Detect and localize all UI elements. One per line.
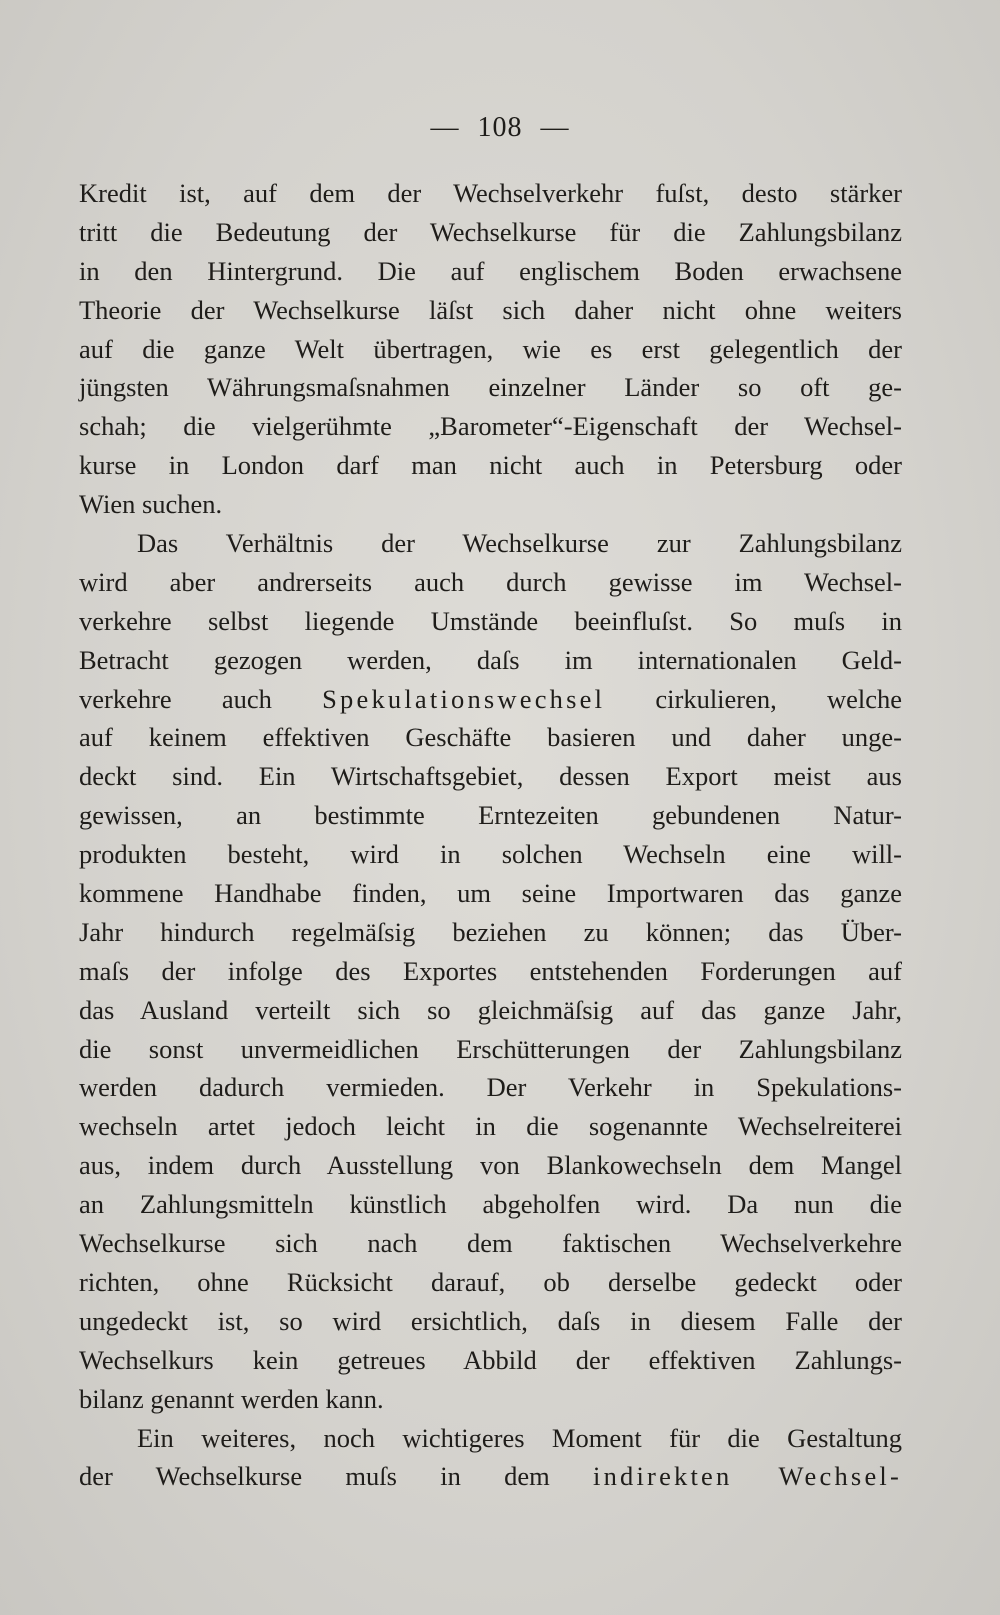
text-line: Jahr hindurch regelmäſsig beziehen zu können; das Über- [79, 916, 902, 947]
text-line: ungedeckt ist, so wird ersichtlich, daſs in diesem Falle der [79, 1305, 902, 1336]
text-segment: cirkulieren, welche [605, 683, 902, 714]
text-line: das Ausland verteilt sich so gleichmäſsig auf das ganze Jahr, [79, 994, 902, 1025]
text-line [79, 680, 902, 719]
text-line: Ein weiteres, noch wichtigeres Moment für die Gestaltung [137, 1422, 902, 1453]
text-line: produkten besteht, wird in solchen Wechseln eine will- [79, 839, 902, 870]
text-line: aus, indem durch Ausstellung von Blankowechseln dem Mangel [79, 1150, 902, 1181]
text-line: deckt sind. Ein Wirtschaftsgebiet, dessen Export meist aus [79, 761, 902, 792]
text-line: jüngsten Währungsmaſsnahmen einzelner Länder so oft ge- [79, 372, 902, 403]
text-line: wechseln artet jedoch leicht in die sogenannte Wechselreiterei [79, 1111, 902, 1142]
text-line: bilanz genannt werden kann. [79, 1383, 384, 1414]
body-text [79, 174, 902, 1496]
text-line: wird aber andrerseits auch durch gewisse im Wechsel- [79, 566, 902, 597]
text-line: richten, ohne Rücksicht darauf, ob derselbe gedeckt oder [79, 1266, 902, 1297]
text-line [79, 1457, 902, 1496]
page-number: — 108 — [430, 112, 570, 143]
text-line: Wechselkurs kein getreues Abbild der effektiven Zahlungs- [79, 1344, 902, 1375]
text-line: tritt die Bedeutung der Wechselkurse für die Zahlungsbilanz [79, 216, 902, 247]
text-line: in den Hintergrund. Die auf englischem Boden erwachsene [79, 255, 902, 286]
text-line: kurse in London darf man nicht auch in Petersburg oder [79, 450, 902, 481]
text-line: Betracht gezogen werden, daſs im internationalen Geld- [79, 644, 902, 675]
text-line: kommene Handhabe finden, um seine Importwaren das ganze [79, 878, 902, 909]
text-line: verkehre selbst liegende Umstände beeinfluſst. So muſs in [79, 605, 902, 636]
spaced-emphasis: indirekten Wechsel- [593, 1461, 902, 1492]
text-line: Kredit ist, auf dem der Wechselverkehr fuſst, desto stärker [79, 178, 902, 208]
text-line: Theorie der Wechselkurse läſst sich daher nicht ohne weiters [79, 294, 902, 325]
text-line: die sonst unvermeidlichen Erschütterungen der Zahlungsbilanz [79, 1033, 902, 1064]
text-line: werden dadurch vermieden. Der Verkehr in Spekulations- [79, 1072, 902, 1103]
text-segment: verkehre auch [79, 683, 323, 714]
spaced-emphasis: Spekulationswechsel [322, 683, 606, 714]
text-line: Wien suchen. [79, 489, 223, 520]
text-line: maſs der infolge des Exportes entstehenden Forderungen auf [79, 955, 902, 986]
text-line: schah; die vielgerühmte „Barometer“-Eigenschaft der Wechsel- [79, 411, 902, 442]
text-segment: der Wechselkurse muſs in dem [79, 1461, 594, 1492]
text-line: auf keinem effektiven Geschäfte basieren und daher unge- [79, 722, 902, 753]
text-line: Das Verhältnis der Wechselkurse zur Zahlungsbilanz [137, 528, 902, 559]
text-line: an Zahlungsmitteln künstlich abgeholfen wird. Da nun die [79, 1189, 902, 1220]
text-line: Wechselkurse sich nach dem faktischen Wechselverkehre [79, 1228, 902, 1259]
text-line: auf die ganze Welt übertragen, wie es erst gelegentlich der [79, 333, 902, 364]
text-line: gewissen, an bestimmte Erntezeiten gebundenen Natur- [79, 800, 902, 831]
